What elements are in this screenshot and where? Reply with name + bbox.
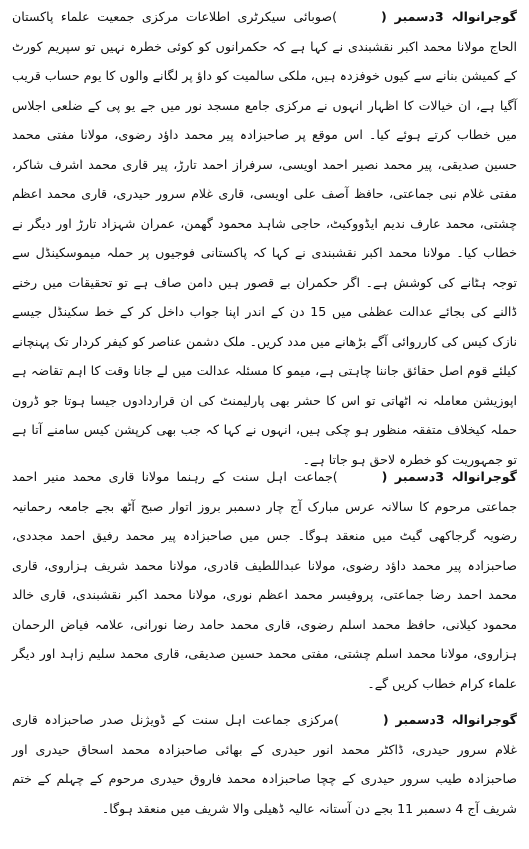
news-article — [12, 705, 517, 823]
news-article — [12, 462, 517, 698]
news-article — [12, 2, 517, 474]
article-body: )جماعت اہل سنت کے رہنما مولانا قاری محمد منیر احمد جماعتی مرحوم کا سالانہ عرس مبارک آج چار دسمبر بروز اتوار صبح آٹھ بجے جامعہ رحمانیہ رضویہ گرجاکھی گیٹ میں منعقد ہوگا۔ جس میں صاحبزادہ پیر محمد رفیق احمد مجددی، صاحبزادہ پیر محمد داؤد رضوی، مولانا عبداللطیف قادری، مولانا محمد شریف ہزاروی، قاری محمد احمد رضا جماعتی، پروفیسر محمد اعظم نوری، مولانا محمد اکبر نقشبندی، قاری خالد محمود کیلانی، حافظ محمد اسلم رضوی، قاری محمد حامد رضا نورانی، علامہ فیاض الرحمان ہزاروی، مولانا محمد اسلم چشتی، مفتی محمد حسین صدیقی، قاری محمد سلیم زاہد اور دیگر علماء کرام خطاب کریں گے۔ — [12, 469, 517, 691]
article-dateline: گوجرانوالہ 3دسمبر ( — [381, 9, 517, 24]
article-body: )مرکزی جماعت اہل سنت کے ڈویژنل صدر صاحبزادہ قاری غلام سرور حیدری، ڈاکٹر محمد انور حیدری کے بھائی صاحبزادہ محمد اسحاق حیدری اور صاحبزادہ طیب سرور حیدری کے چچا صاحبزادہ محمد فاروق حیدری مرحوم کے چہلم کے ختم شریف آج 4 دسمبر 11 بجے دن آستانہ عالیہ ڈھیلی والا شریف میں منعقد ہوگا۔ — [12, 712, 517, 816]
article-dateline: گوجرانوالہ 3دسمبر ( — [382, 712, 517, 727]
article-body: )صوبائی سیکرٹری اطلاعات مرکزی جمعیت علماء پاکستان الحاج مولانا محمد اکبر نقشبندی نے کہا ہے کہ حکمرانوں کو کوئی خطرہ نہیں تو سپریم کورٹ کے کمیشن بنانے سے کیوں خوفزدہ ہیں، ملکی سالمیت کو داؤ پر لگانے والوں کا یوم حساب قریب آگیا ہے، ان خیالات کا اظہار انہوں نے مرکزی جامع مسجد نور میں جے یو پی کے ضلعی اجلاس میں خطاب کرتے ہوئے کیا۔ اس موقع پر صاحبزادہ پیر محمد داؤد رضوی، مولانا مفتی محمد حسین صدیقی، پیر محمد نصیر احمد اویسی، سرفراز احمد تارڑ، پیر قاری محمد اشرف شاکر، مفتی غلام نبی جماعتی، حافظ آصف علی اویسی، قاری غلام سرور حیدری، قاری محمد اعظم چشتی، محمد عارف ندیم ایڈووکیٹ، حاجی شاہد محمود گھمن، عمران شہزاد تارڑ اور دیگر نے خطاب کیا۔ مولانا محمد اکبر نقشبندی نے کہا کہ پاکستانی فوجیوں پر حملہ میموسکینڈل سے توجہ ہٹانے کی کوشش ہے۔ اگر حکمران بے قصور ہیں دامن صاف ہے تو تحقیقات میں رخنے ڈالنے کی بجائے عدالت عظمٰی میں 15 دن کے اندر اپنا جواب داخل کر کے خط سکینڈل جیسے نازک کیس کی کارروائی آگے بڑھانے میں مدد کریں۔ ملک دشمن عناصر کو کیفر کردار تک پہنچانے کیلئے قوم اصل حقائق جاننا چاہتی ہے، میمو کا مسئلہ عدالت میں لے جانا وقت کا اہم تقاضہ ہے اپوزیشن معاملہ نہ اٹھاتی تو اس کا حشر بھی پارلیمنٹ کی ان قراردادوں جیسا ہوتا جو ڈرون حملہ کیخلاف متفقہ منظور ہو چکی ہیں، انہوں نے کہا کہ جب بھی کرپشن کیس سامنے آتا ہے تو جمہوریت کو خطرہ لاحق ہو جاتا ہے۔ — [12, 9, 517, 467]
article-dateline: گوجرانوالہ 3دسمبر ( — [381, 469, 517, 484]
